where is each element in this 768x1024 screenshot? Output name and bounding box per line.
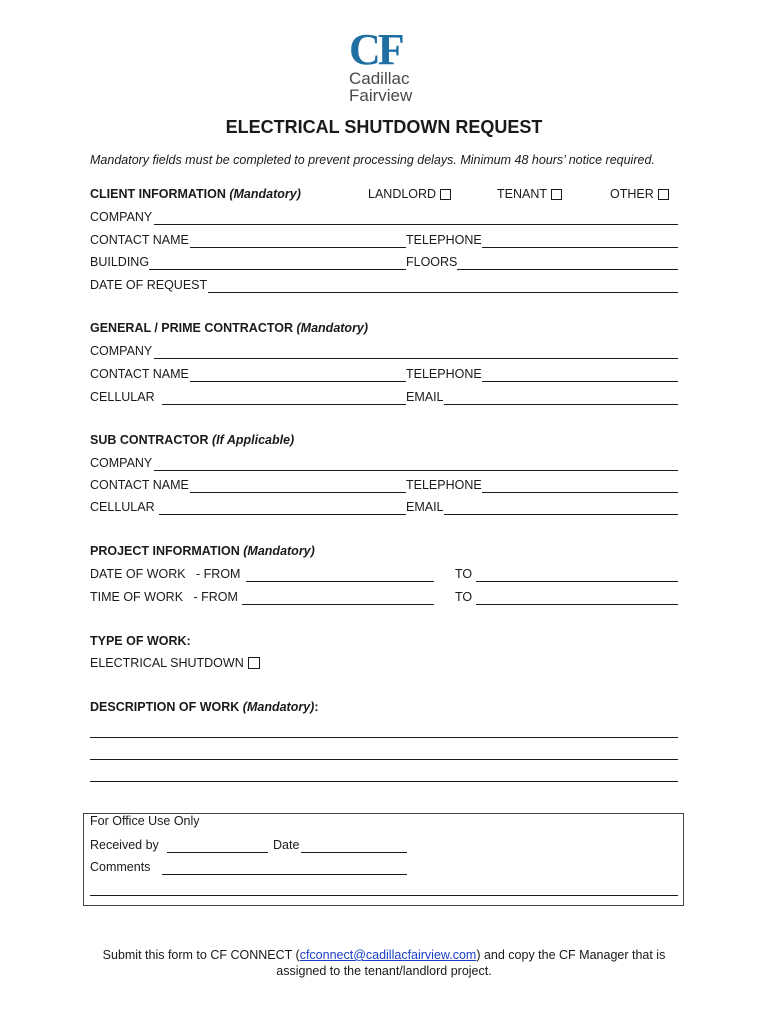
tenant-option: TENANT xyxy=(497,187,562,201)
sub-contact-label: CONTACT NAME xyxy=(90,478,189,492)
client-date-field[interactable] xyxy=(208,292,678,293)
client-company-row xyxy=(90,209,678,227)
sub-telephone-label: TELEPHONE xyxy=(406,478,482,492)
sub-email-label: EMAIL xyxy=(406,500,444,514)
general-telephone-field[interactable] xyxy=(482,381,678,382)
type-of-work-heading: TYPE OF WORK: xyxy=(90,634,191,648)
office-title: For Office Use Only xyxy=(90,814,200,828)
landlord-checkbox[interactable] xyxy=(440,189,451,200)
general-company-label: COMPANY xyxy=(90,344,153,358)
client-telephone-label: TELEPHONE xyxy=(406,233,482,247)
general-email-label: EMAIL xyxy=(406,390,444,404)
footer-line-1: Submit this form to CF CONNECT (cfconnect@cadillacfairview.com) and copy the CF Manager that is xyxy=(102,948,666,962)
sub-cellular-label: CELLULAR xyxy=(90,500,155,514)
electrical-shutdown-option: ELECTRICAL SHUTDOWN xyxy=(90,656,260,670)
sub-company-field[interactable] xyxy=(154,470,678,471)
general-company-row xyxy=(90,343,678,361)
description-line-2[interactable] xyxy=(90,759,678,760)
client-contact-label: CONTACT NAME xyxy=(90,233,189,247)
office-received-row xyxy=(90,837,678,855)
date-to-label: TO xyxy=(455,567,473,581)
cf-logo-mark xyxy=(349,30,421,66)
client-company-field[interactable] xyxy=(154,224,678,225)
client-building-field[interactable] xyxy=(149,269,406,270)
general-telephone-label: TELEPHONE xyxy=(406,367,482,381)
general-heading: GENERAL / PRIME CONTRACTOR (Mandatory) xyxy=(90,321,369,335)
client-company-label: COMPANY xyxy=(90,210,153,224)
date-from-label: DATE OF WORK - FROM xyxy=(90,567,241,581)
svg-text:CF: CF xyxy=(349,30,402,66)
sub-company-row xyxy=(90,455,678,473)
office-date-label: Date xyxy=(273,838,300,852)
client-heading: CLIENT INFORMATION (Mandatory) xyxy=(90,187,301,201)
client-contact-row xyxy=(90,232,678,250)
description-heading: DESCRIPTION OF WORK (Mandatory): xyxy=(90,700,319,714)
sub-contact-row xyxy=(90,477,678,495)
client-building-row xyxy=(90,254,678,272)
client-date-label: DATE OF REQUEST xyxy=(90,278,208,292)
client-building-label: BUILDING xyxy=(90,255,150,269)
sub-company-label: COMPANY xyxy=(90,456,153,470)
sub-cellular-field[interactable] xyxy=(159,514,406,515)
time-from-label: TIME OF WORK - FROM xyxy=(90,590,238,604)
office-date-field[interactable] xyxy=(301,852,407,853)
sub-heading: SUB CONTRACTOR (If Applicable) xyxy=(90,433,295,447)
general-contact-label: CONTACT NAME xyxy=(90,367,189,381)
cfconnect-email-link[interactable]: cfconnect@cadillacfairview.com xyxy=(299,948,477,962)
project-date-row xyxy=(90,566,678,584)
received-by-label: Received by xyxy=(90,838,159,852)
other-option: OTHER xyxy=(610,187,669,201)
client-floors-field[interactable] xyxy=(457,269,678,270)
notice-text: Mandatory fields must be completed to prevent processing delays. Minimum 48 hours’ notice required. xyxy=(90,153,655,167)
general-email-field[interactable] xyxy=(444,404,678,405)
date-to-field[interactable] xyxy=(476,581,678,582)
general-contact-row xyxy=(90,366,678,384)
logo-text-cadillac: Cadillac xyxy=(349,69,410,88)
client-contact-field[interactable] xyxy=(190,247,406,248)
client-floors-label: FLOORS xyxy=(406,255,458,269)
description-line-1[interactable] xyxy=(90,737,678,738)
comments-field[interactable] xyxy=(162,874,407,875)
general-contact-field[interactable] xyxy=(190,381,406,382)
footer-line-2: assigned to the tenant/landlord project. xyxy=(276,964,492,978)
sub-contact-field[interactable] xyxy=(190,492,406,493)
comments-line-2[interactable] xyxy=(90,895,678,896)
time-from-field[interactable] xyxy=(242,604,434,605)
project-heading: PROJECT INFORMATION (Mandatory) xyxy=(90,544,315,558)
comments-label: Comments xyxy=(90,860,151,874)
description-line-3[interactable] xyxy=(90,781,678,782)
general-cellular-label: CELLULAR xyxy=(90,390,155,404)
time-to-label: TO xyxy=(455,590,473,604)
landlord-option: LANDLORD xyxy=(368,187,451,201)
received-by-field[interactable] xyxy=(167,852,268,853)
client-date-row xyxy=(90,277,678,295)
other-checkbox[interactable] xyxy=(658,189,669,200)
office-comments-row xyxy=(90,859,678,877)
logo-text-fairview: Fairview xyxy=(349,86,413,105)
general-cellular-field[interactable] xyxy=(162,404,406,405)
general-cellular-row xyxy=(90,389,678,407)
sub-telephone-field[interactable] xyxy=(482,492,678,493)
date-from-field[interactable] xyxy=(246,581,434,582)
sub-email-field[interactable] xyxy=(444,514,678,515)
project-time-row xyxy=(90,589,678,607)
sub-cellular-row xyxy=(90,499,678,517)
general-company-field[interactable] xyxy=(154,358,678,359)
time-to-field[interactable] xyxy=(476,604,678,605)
electrical-shutdown-checkbox[interactable] xyxy=(248,657,260,669)
tenant-checkbox[interactable] xyxy=(551,189,562,200)
client-telephone-field[interactable] xyxy=(482,247,678,248)
page-title: ELECTRICAL SHUTDOWN REQUEST xyxy=(225,117,543,137)
